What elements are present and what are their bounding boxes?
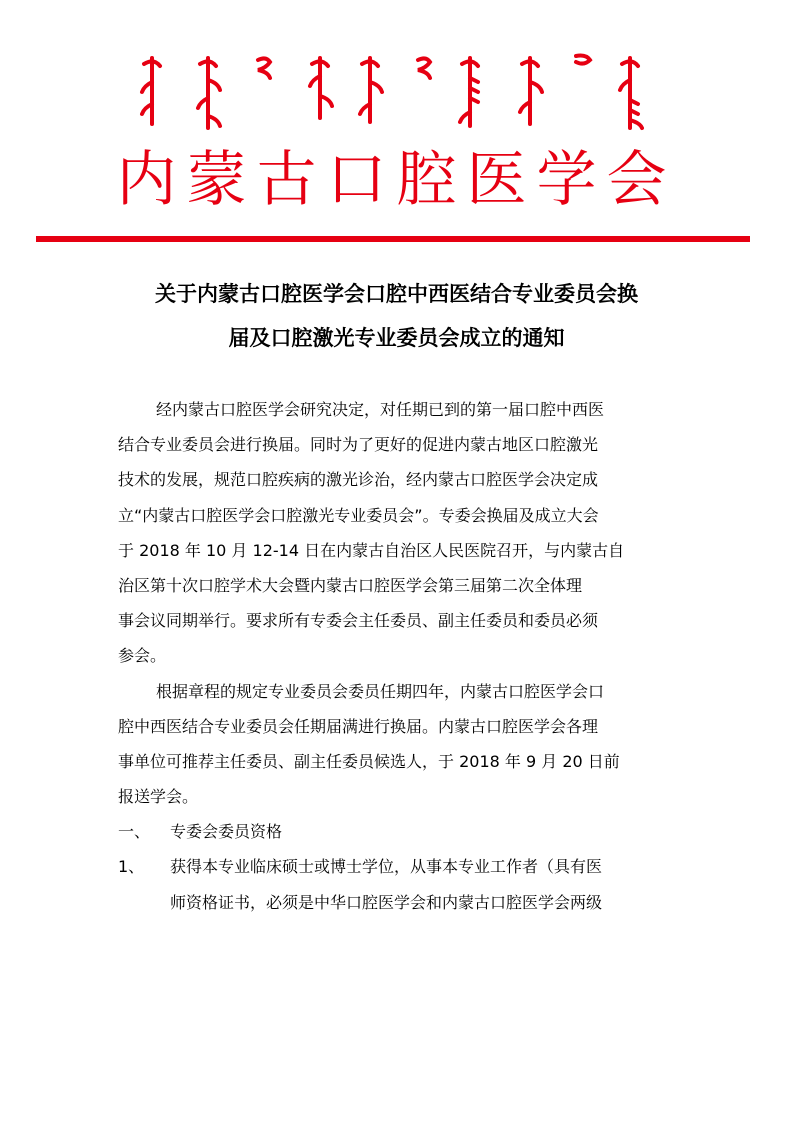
paragraph-line: 于 2018 年 10 月 12-14 日在内蒙古自治区人民医院召开，与内蒙古自 [118, 540, 625, 560]
org-name-heading: 内蒙古口腔医学会 [116, 145, 677, 215]
paragraph-line: 技术的发展，规范口腔疾病的激光诊治，经内蒙古口腔医学会决定成 [118, 470, 599, 490]
paragraph-line: 结合专业委员会进行换届。同时为了更好的促进内蒙古地区口腔激光 [118, 435, 599, 455]
paragraph-2 [118, 674, 683, 815]
list-item-marker: 1、 [118, 857, 145, 877]
paragraph-line: 报送学会。 [118, 787, 199, 807]
list-item-text: 获得本专业临床硕士或博士学位，从事本专业工作者（具有医 [170, 857, 603, 877]
paragraph-line: 事单位可推荐主任委员、副主任委员候选人，于 2018 年 9 月 20 日前 [118, 751, 620, 771]
section-title: 专委会委员资格 [170, 822, 283, 842]
paragraph-line: 腔中西医结合专业委员会任期届满进行换届。内蒙古口腔医学会各理 [118, 716, 599, 736]
paragraph-line: 立“内蒙古口腔医学会口腔激光专业委员会”。专委会换届及成立大会 [118, 505, 599, 525]
paragraph-1 [118, 392, 683, 674]
paragraph-line: 治区第十次口腔学术大会暨内蒙古口腔医学会第三届第二次全体理 [118, 575, 583, 595]
title-line: 届及口腔激光专业委员会成立的通知 [228, 326, 565, 350]
header-divider [36, 236, 750, 242]
document-body [118, 392, 683, 920]
title-line: 关于内蒙古口腔医学会口腔中西医结合专业委员会换 [155, 282, 638, 306]
section-marker: 一、 [118, 822, 151, 842]
list-item [118, 849, 683, 919]
document-title [100, 272, 693, 360]
paragraph-line: 参会。 [118, 646, 167, 666]
paragraph-line: 根据章程的规定专业委员会委员任期四年，内蒙古口腔医学会口 [156, 681, 605, 701]
paragraph-line: 经内蒙古口腔医学会研究决定，对任期已到的第一届口腔中西医 [156, 400, 605, 419]
mongolian-script-logo [130, 52, 660, 132]
list-item-text: 师资格证书，必须是中华口腔医学会和内蒙古口腔医学会两级 [170, 892, 603, 912]
paragraph-line: 事会议同期举行。要求所有专委会主任委员、副主任委员和委员必须 [118, 611, 599, 631]
section-heading [118, 814, 683, 849]
